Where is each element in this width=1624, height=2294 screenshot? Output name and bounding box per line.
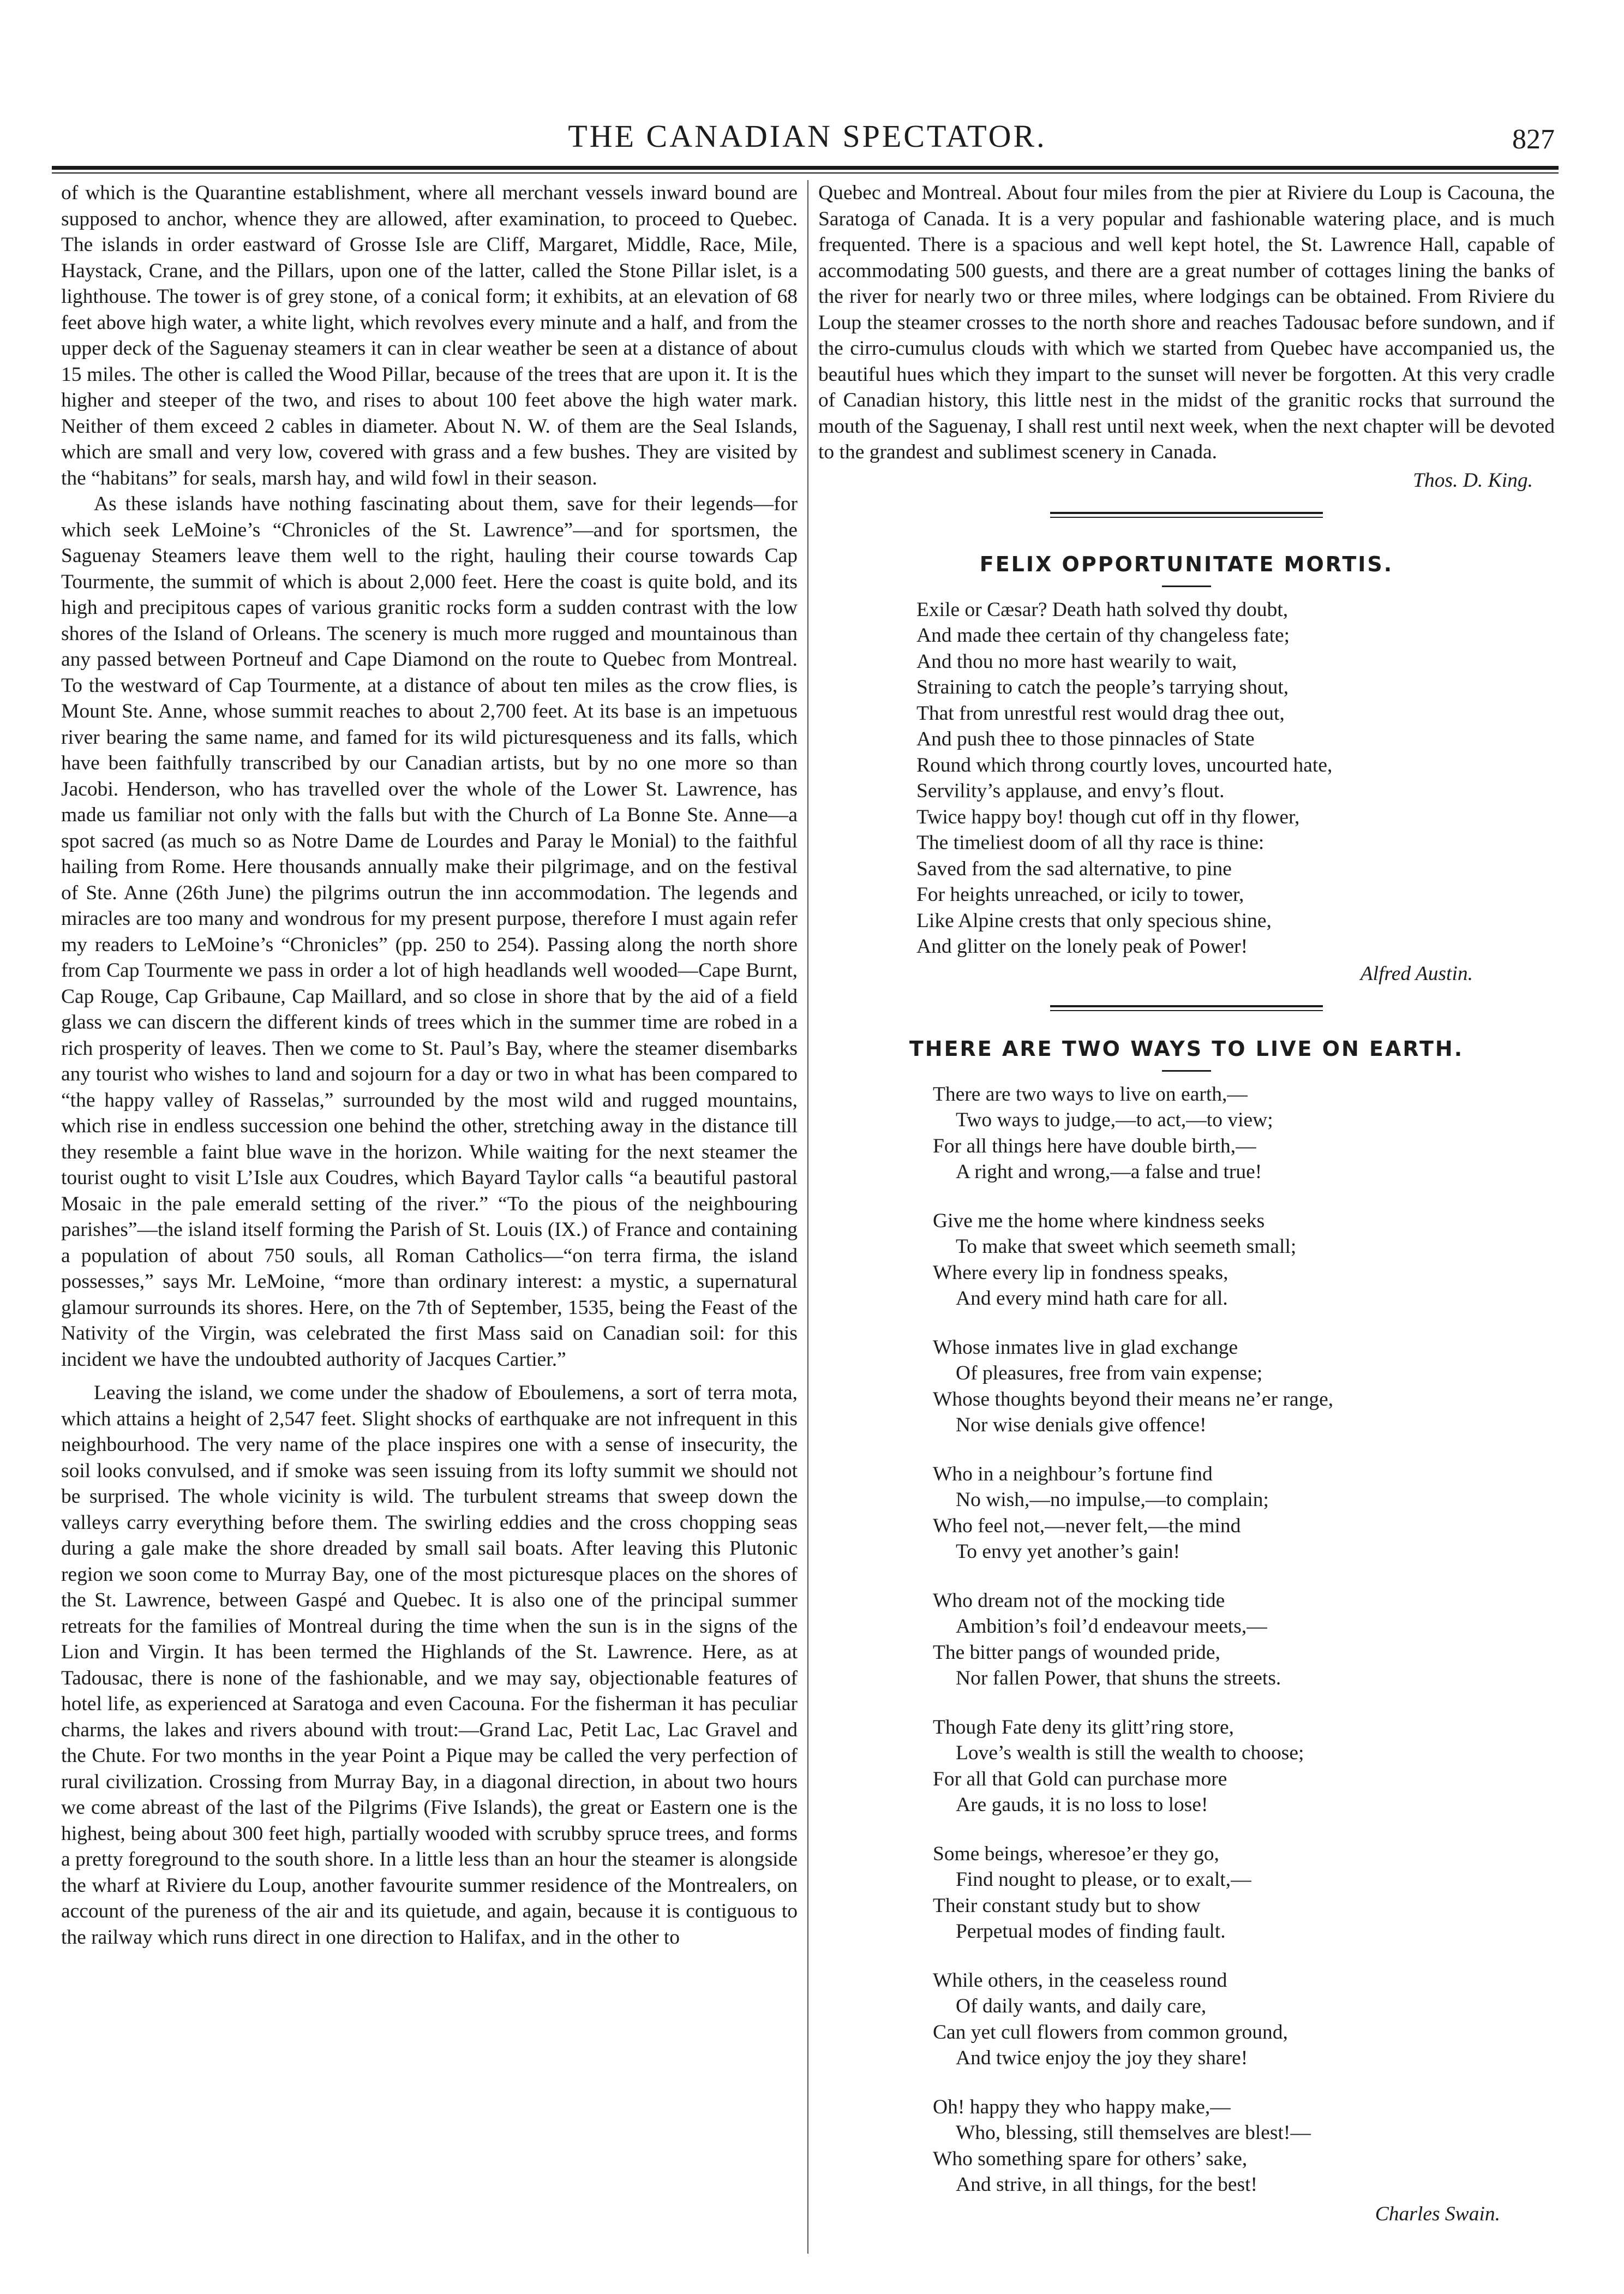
poem-stanza: [933, 1841, 1555, 1945]
poem-stanza: [933, 1208, 1555, 1312]
section-divider: [1050, 1005, 1323, 1007]
poem-line: Give me the home where kindness seeks: [933, 1209, 1265, 1232]
poem-stanza: [933, 1461, 1555, 1565]
poem-line: Who in a neighbour’s fortune find: [933, 1462, 1213, 1485]
poem-line: Whose inmates live in glad exchange: [933, 1336, 1238, 1359]
poem-line: No wish,—no impulse,—to complain;: [956, 1489, 1269, 1511]
poem-line: And made thee certain of thy changeless fate;: [916, 624, 1290, 647]
poem-author: Charles Swain.: [1375, 2202, 1500, 2225]
poem-line: And push thee to those pinnacles of State: [916, 728, 1255, 750]
poem-line: Some beings, wheresoe’er they go,: [933, 1842, 1219, 1865]
poem-line: To make that sweet which seemeth small;: [956, 1235, 1297, 1258]
poem-line: And strive, in all things, for the best!: [956, 2173, 1258, 2196]
header-rule-thin: [52, 172, 1559, 174]
left-column: [61, 180, 798, 1950]
article-paragraph: of which is the Quarantine establishment, where all merchant vessels inward bound are supposed to anchor, whence they are allowed, after examination, to proceed to Quebec. The islands in order eastward of Grosse Isle are Cliff, Margaret, Middle, Race, Mile, Haystack, Crane, and the Pillars, upon one of the latter, called the Stone Pillar islet, is a lighthouse. The tower is of grey stone, of a conical form; it exhibits, at an elevation of 68 feet above high water, a white light, which revolves every minute and a half, and from the upper deck of the Saguenay steamers it can in clear weather be seen at a distance of about 15 miles. The other is called the Wood Pillar, because of the trees that are upon it. It is the higher and steeper of the two, and rises to about 100 feet above the high water mark. Neither of them exceed 2 cables in diameter. About N. W. of them are the Seal Islands, which are small and very low, covered with grass and a few bushes. They are visited by the “habitans” for seals, marsh hay, and wild fowl in their season.: [61, 182, 798, 489]
poem-line: Can yet cull flowers from common ground,: [933, 2021, 1288, 2044]
section-divider: [1050, 512, 1323, 514]
title-underline: [1162, 586, 1211, 587]
poem-line: The bitter pangs of wounded pride,: [933, 1641, 1220, 1664]
poem-line: Ambition’s foil’d endeavour meets,—: [956, 1615, 1267, 1638]
poem-line: Who, blessing, still themselves are blest!—: [956, 2122, 1311, 2144]
poem-stanza: [933, 2094, 1555, 2198]
poem-line: And glitter on the lonely peak of Power!: [916, 935, 1248, 958]
section-divider-thin: [1050, 1010, 1323, 1011]
poem-line: And twice enjoy the joy they share!: [956, 2047, 1248, 2069]
poem-line: Are gauds, it is no loss to lose!: [956, 1794, 1208, 1816]
poem-line: And thou no more hast wearily to wait,: [916, 650, 1237, 673]
poem-line: Of daily wants, and daily care,: [956, 1995, 1207, 2017]
article-signature: Thos. D. King.: [1413, 469, 1533, 492]
poem-stanza: [933, 1082, 1555, 1185]
poem-stanza: [933, 1588, 1555, 1692]
column-divider: [807, 180, 808, 2254]
poem-line: To envy yet another’s gain!: [956, 1540, 1180, 1563]
poem-line: Their constant study but to show: [933, 1894, 1201, 1917]
poem-line: Twice happy boy! though cut off in thy flower,: [916, 805, 1300, 828]
poem-line: Exile or Cæsar? Death hath solved thy doubt,: [916, 598, 1289, 621]
poem-line: Perpetual modes of finding fault.: [956, 1920, 1226, 1943]
poem-stanza: [933, 1335, 1555, 1438]
poem-line: Where every lip in fondness speaks,: [933, 1261, 1229, 1284]
poem-line: Two ways to judge,—to act,—to view;: [956, 1109, 1273, 1131]
poem-title: THERE ARE TWO WAYS TO LIVE ON EARTH.: [909, 1037, 1464, 1061]
poem-line: The timeliest doom of all thy race is thine:: [916, 832, 1265, 854]
publication-title: THE CANADIAN SPECTATOR.: [568, 118, 1047, 154]
poem-line: While others, in the ceaseless round: [933, 1969, 1227, 1992]
poem-line: Nor fallen Power, that shuns the streets.: [956, 1667, 1281, 1689]
poem-line: Saved from the sad alternative, to pine: [916, 857, 1232, 880]
title-underline: [1162, 1070, 1211, 1072]
article-continuation: Quebec and Montreal. About four miles from the pier at Riviere du Loup is Cacouna, the Saratoga of Canada. It is a very popular and fashionable watering place, and is much frequented. There is a spacious and well kept hotel, the St. Lawrence Hall, capable of accommodating 500 guests, and there are a great number of cottages lining the banks of the river for nearly two or three miles, where lodgings can be obtained. From Riviere du Loup the steamer crosses to the north shore and reaches Tadousac before sundown, and if the cirro-cumulus clouds with which we started from Quebec have accompanied us, the beautiful hues which they impart to the sunset will never be forgotten. At this very cradle of Canadian history, this little nest in the midst of the granitic rocks that surround the mouth of the Saguenay, I shall rest until next week, when the next chapter will be devoted to the grandest and sublimest scenery in Canada.: [818, 182, 1555, 463]
masthead: [60, 118, 1555, 167]
page-number: 827: [1512, 124, 1555, 155]
poem-two-ways: [933, 1082, 1555, 2198]
section-divider-thin: [1050, 517, 1323, 518]
poem-line: Oh! happy they who happy make,—: [933, 2095, 1231, 2118]
poem-line: Of pleasures, free from vain expense;: [956, 1362, 1263, 1384]
poem-line: Love’s wealth is still the wealth to choose;: [956, 1742, 1304, 1764]
poem-title: FELIX OPPORTUNITATE MORTIS.: [979, 552, 1394, 576]
poem-line: For all that Gold can purchase more: [933, 1767, 1227, 1790]
poem-stanza: [933, 1968, 1555, 2071]
poem-line: A right and wrong,—a false and true!: [956, 1161, 1262, 1183]
poem-line: And every mind hath care for all.: [956, 1287, 1228, 1310]
article-paragraph: Leaving the island, we come under the shadow of Eboulemens, a sort of terra mota, which attains a height of 2,547 feet. Slight shocks of earthquake are not infrequent in this neighbourhood. The very name of the place inspires one with a sense of insecurity, the soil looks convulsed, and if smoke was seen issuing from its lofty summit we should not be surprised. The whole vicinity is wild. The turbulent streams that sweep down the valleys carry everything before them. The swirling eddies and the cross chopping seas during a gale make the shore dreaded by small sail boats. After leaving this Plutonic region we soon come to Murray Bay, one of the most picturesque places on the shores of the St. Lawrence, between Gaspé and Quebec. It is also one of the principal summer retreats for the families of Montreal during the time when the sun is in the signs of the Lion and Virgin. It has been termed the Highlands of the St. Lawrence. Here, as at Tadousac, there is none of the fashionable, and we may say, objectionable features of hotel life, as experienced at Saratoga and even Cacouna. For the fisherman it has peculiar charms, the lakes and rivers abound with trout:—Grand Lac, Petit Lac, Lac Gravel and the Chute. For two months in the year Point a Pique may be called the very perfection of rural civilization. Crossing from Murray Bay, in a diagonal direction, in about two hours we come abreast of the last of the Pilgrims (Five Islands), the great or Eastern one is the highest, being about 300 feet high, partially wooded with scrubby spruce trees, and forms a pretty foreground to the south shore. In a little less than an hour the steamer is alongside the wharf at Riviere du Loup, another favourite summer residence of the Montrealers, on account of the pureness of the air and its quietude, and again, because it is contiguous to the railway which runs direct in one direction to Halifax, and in the other to: [61, 1382, 798, 1949]
poem-line: Round which throng courtly loves, uncourted hate,: [916, 754, 1333, 776]
article-paragraph: As these islands have nothing fascinating about them, save for their legends—for which seek LeMoine’s “Chronicles of the St. Lawrence”—and for sportsmen, the Saguenay Steamers leave them well to the right, hauling their course towards Cap Tourmente, the summit of which is about 2,000 feet. Here the coast is quite bold, and its high and precipitous capes of various granitic rocks form a sudden contrast with the low shores of the Island of Orleans. The scenery is much more rugged and mountainous than any passed between Portneuf and Cape Diamond on the route to Quebec from Montreal. To the westward of Cap Tourmente, at a distance of about ten miles as the crow flies, is Mount Ste. Anne, whose summit reaches to about 2,700 feet. At its base is an impetuous river bearing the same name, and famed for its wild picturesqueness and its falls, which have been faithfully transcribed by our Canadian artists, but by no one more so than Jacobi. Henderson, who has travelled over the whole of the Lower St. Lawrence, has made us familiar not only with the falls but with the Church of La Bonne Ste. Anne—a spot sacred (as much so as Notre Dame de Lourdes and Paray le Monial) to the faithful hailing from Rome. Here thousands annually make their pilgrimage, and on the festival of Ste. Anne (26th June) the pilgrims outrun the inn accommodation. The legends and miracles are too many and wondrous for my present purpose, therefore I must again refer my readers to LeMoine’s “Chronicles” (pp. 250 to 254). Passing along the north shore from Cap Tourmente we pass in order a lot of high headlands well wooded—Cape Burnt, Cap Rouge, Cap Gribaune, Cap Maillard, and so close in shore that by the aid of a field glass we can discern the different kinds of trees which in the summer time are robed in a rich prosperity of leaves. Then we come to St. Paul’s Bay, where the steamer disembarks any tourist who wishes to land and sojourn for a day or two in what has been compared to “the happy valley of Rasselas,” surrounded by the most wild and rugged mountains, which rise in endless succession one behind the other, stretching away in the distance till they resemble a faint blue wave in the horizon. While waiting for the next steamer the tourist ought to visit L’Isle aux Coudres, which Bayard Taylor calls “a beautiful pastoral Mosaic in the pale emerald setting of the river.” “To the pious of the neighbouring parishes”—the island itself forming the Parish of St. Louis (IX.) of France and containing a population of about 750 souls, all Roman Catholics—“on terra firma, the island possesses,” says Mr. LeMoine, “more than ordinary interest: a mystic, a supernatural glamour surrounds its shores. Here, on the 7th of September, 1535, being the Feast of the Nativity of the Virgin, was celebrated the first Mass said on Canadian soil: for this incident we have the undoubted authority of Jacques Cartier.”: [61, 493, 798, 1371]
poem-line: Whose thoughts beyond their means ne’er range,: [933, 1388, 1334, 1411]
poem-line: For all things here have double birth,—: [933, 1134, 1256, 1157]
poem-line: Servility’s applause, and envy’s flout.: [916, 780, 1225, 802]
poem-line: Who dream not of the mocking tide: [933, 1589, 1225, 1612]
poem-line: Like Alpine crests that only specious shine,: [916, 909, 1272, 932]
poem-line: There are two ways to live on earth,—: [933, 1083, 1248, 1106]
poem-line: For heights unreached, or icily to tower,: [916, 883, 1244, 906]
poem-line: Find nought to please, or to exalt,—: [956, 1868, 1251, 1891]
poem-line: That from unrestful rest would drag thee out,: [916, 702, 1285, 725]
poem-line: Though Fate deny its glitt’ring store,: [933, 1716, 1235, 1739]
poem-line: Straining to catch the people’s tarrying shout,: [916, 676, 1289, 698]
header-rule: [52, 166, 1559, 170]
right-column: [818, 180, 1555, 2227]
poem-line: Who something spare for others’ sake,: [933, 2147, 1248, 2170]
poem-stanza: [933, 1714, 1555, 1818]
poem-felix: [916, 597, 1555, 960]
poem-line: Nor wise denials give offence!: [956, 1414, 1207, 1436]
poem-author: Alfred Austin.: [1360, 962, 1473, 985]
poem-line: Who feel not,—never felt,—the mind: [933, 1514, 1241, 1537]
